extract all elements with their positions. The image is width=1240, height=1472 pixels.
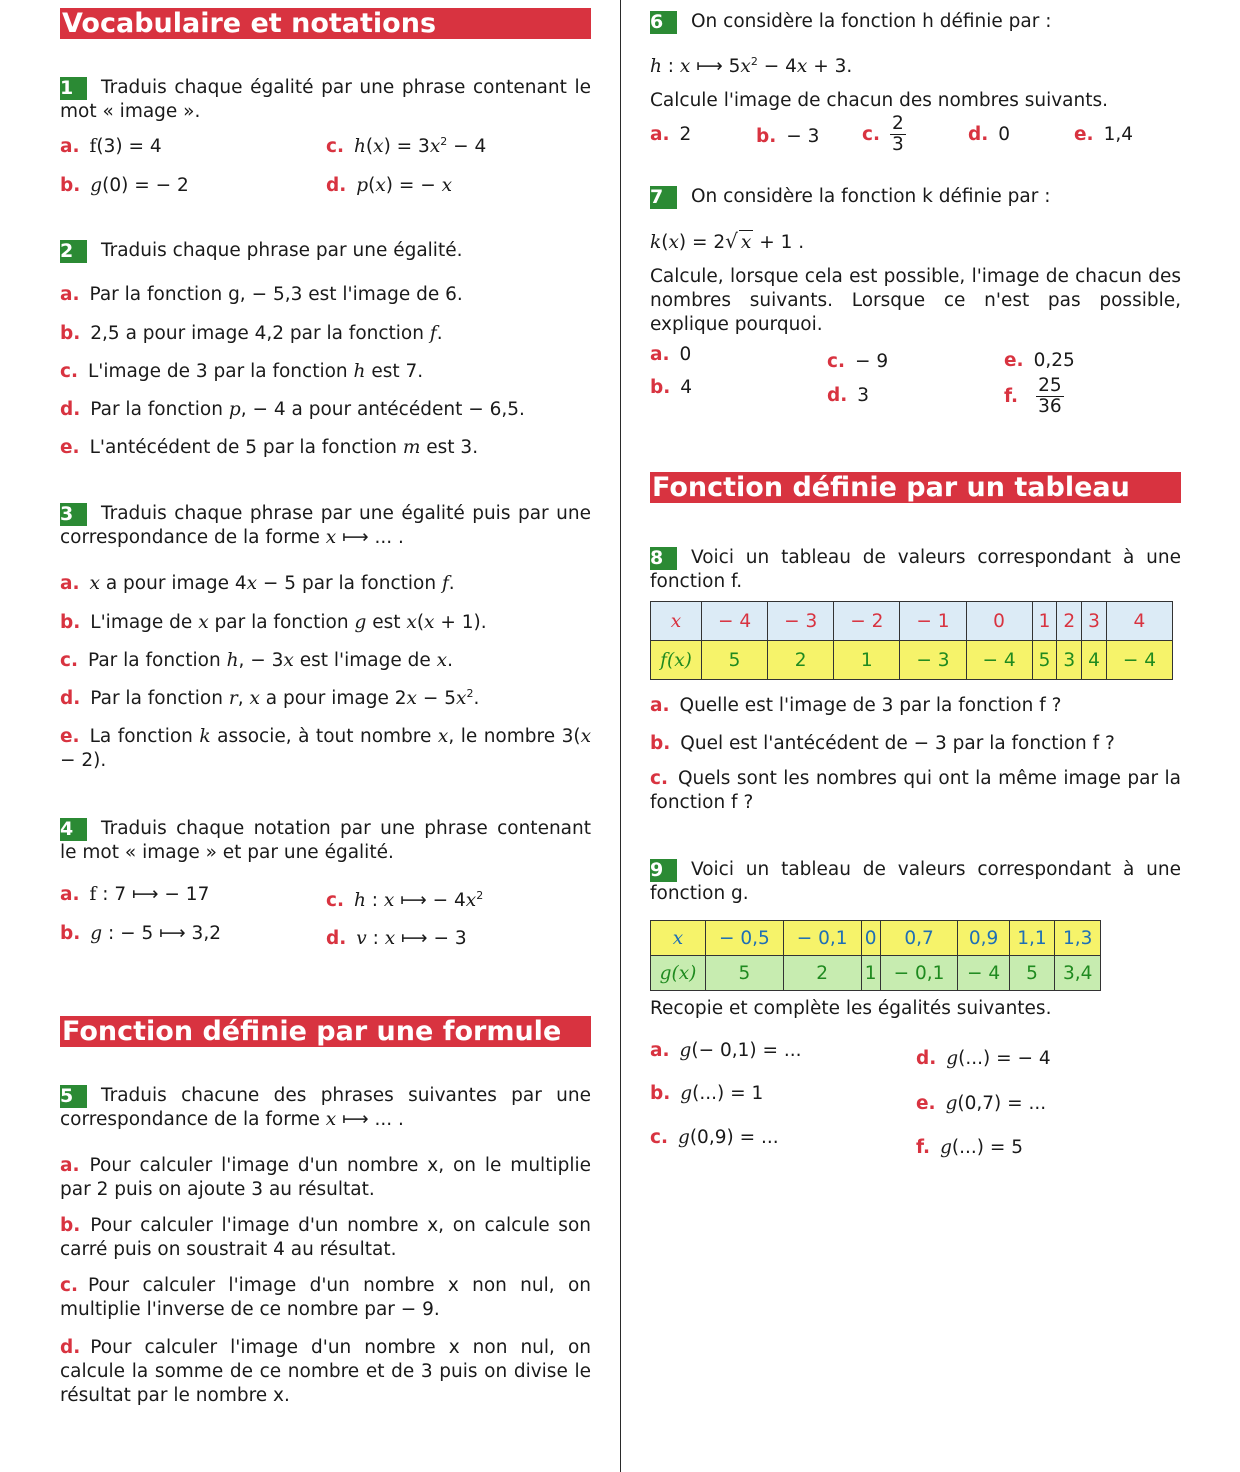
item-label: c. <box>60 361 78 382</box>
table-cell: 0 <box>861 921 880 956</box>
item-label: a. <box>650 1040 670 1061</box>
ex3-item-c: c. Par la fonction h, − 3x est l'image de x. <box>60 650 453 671</box>
item-value: 1,4 <box>1103 124 1133 145</box>
ex4-item-c: c. h : x ⟼ − $4x^2$ <box>326 889 484 911</box>
exercise-3-statement: 3 Traduis chaque phrase par une égalité puis par une correspondance de la forme x ⟼ ... . <box>60 503 591 548</box>
table-cell: 3,4 <box>1055 956 1101 991</box>
item-label: b. <box>60 175 81 196</box>
fraction <box>890 114 906 155</box>
table-cell: − 2 <box>834 602 900 641</box>
exercise-number: 2 <box>60 240 87 263</box>
ex4-item-b: b. g : − 5 ⟼ 3,2 <box>60 923 221 944</box>
item-label: c. <box>60 650 78 671</box>
item-label: e. <box>1074 124 1094 145</box>
ex6-item-d <box>968 123 1010 147</box>
item-text: Pour calculer l'image d'un nombre x, on calcule son carré puis on soustrait 4 au résultat. <box>60 1215 591 1260</box>
item-label: e. <box>916 1093 936 1114</box>
table-cell: 0,9 <box>958 921 1009 956</box>
table-cell: − 0,5 <box>706 921 784 956</box>
exercise-1-text: Traduis chaque égalité par une phrase contenant le mot « image ». <box>60 77 591 122</box>
ex8-question-b <box>650 732 1115 756</box>
table-cell: 1,1 <box>1009 921 1055 956</box>
table-row-gx <box>651 956 1101 991</box>
ex8-question-c <box>650 767 1181 815</box>
ex5-item-a <box>60 1154 591 1202</box>
table-cell: 1 <box>861 956 880 991</box>
exercise-8-text: Voici un tableau de valeurs correspondant à une fonction f. <box>650 547 1181 592</box>
item-label: b. <box>60 923 81 944</box>
ex2-item-a <box>60 283 463 307</box>
numerator: 25 <box>1038 375 1062 396</box>
ex6-function-definition: h : x ⟼ $5x^2 - 4x + 3$. <box>650 55 853 77</box>
ex5-item-d <box>60 1336 591 1408</box>
numerator: 2 <box>892 113 904 134</box>
table-cell: 2 <box>1057 602 1082 641</box>
math-var: f <box>429 323 437 344</box>
item-text: Pour calculer l'image d'un nombre x, on le multiplie par 2 puis on ajoute 3 au résultat. <box>60 1155 591 1200</box>
exercise-5-statement: 5 Traduis chacune des phrases suivantes par une correspondance de la forme x ⟼ ... . <box>60 1085 591 1130</box>
fraction <box>1036 376 1064 417</box>
item-label: c. <box>60 1275 78 1296</box>
item-label: c. <box>650 768 668 789</box>
item-text: est 7. <box>365 361 424 382</box>
table-cell: − 0,1 <box>880 956 958 991</box>
ex4-item-a: a. f : 7 ⟼ − 17 <box>60 884 210 905</box>
denominator: 36 <box>1038 396 1062 417</box>
table-header-x: x <box>651 921 706 956</box>
table-cell: − 4 <box>966 641 1032 680</box>
exercise-4-text: Traduis chaque notation par une phrase contenant le mot « image » et par une égalité. <box>60 818 591 863</box>
exercise-1-statement <box>60 76 591 124</box>
item-label: a. <box>650 124 670 145</box>
table-cell: − 3 <box>768 602 834 641</box>
item-label: d. <box>326 175 347 196</box>
item-expression: (...) = 1 <box>692 1083 764 1104</box>
question-text: Quels sont les nombres qui ont la même image par la fonction f ? <box>650 768 1181 813</box>
exercise-2-text: Traduis chaque phrase par une égalité. <box>101 240 463 261</box>
table-cell: 1 <box>1032 602 1057 641</box>
table-header-fx: f(x) <box>651 641 702 680</box>
table-row-x <box>651 921 1101 956</box>
item-label: e. <box>60 726 80 747</box>
ex9-instruction: Recopie et complète les égalités suivantes. <box>650 998 1052 1019</box>
item-text: Par la fonction g, − 5,3 est l'image de 6. <box>89 284 463 305</box>
item-label: f. <box>916 1137 931 1158</box>
math-var: m <box>402 437 421 458</box>
table-cell: 3 <box>1082 602 1107 641</box>
item-label: a. <box>60 1155 80 1176</box>
exercise-number: 7 <box>650 186 677 209</box>
table-cell: − 4 <box>702 602 768 641</box>
item-text: L'antécédent de 5 par la fonction <box>89 437 403 458</box>
table-cell: − 1 <box>900 602 966 641</box>
ex7-function-definition: k(x) = 2√ x + 1 . <box>650 229 805 253</box>
item-label: f. <box>1004 386 1019 407</box>
table-cell: − 4 <box>1106 641 1172 680</box>
item-label: b. <box>60 612 81 633</box>
ex7-item-e <box>1004 349 1075 373</box>
table-cell: 0,7 <box>880 921 958 956</box>
ex3-item-d: d. Par la fonction r, x a pour image $2x - 5x^2$. <box>60 687 480 709</box>
item-text: Par la fonction <box>90 399 229 420</box>
ex7-item-a <box>650 343 691 367</box>
table-row-fx <box>651 641 1173 680</box>
item-text: , − 4 a pour antécédent − 6,5. <box>240 399 525 420</box>
item-label: c. <box>862 124 880 145</box>
table-cell: 2 <box>783 956 861 991</box>
exercise-6-text: On considère la fonction h définie par : <box>691 11 1052 32</box>
ex1-item-a: a. f(3) = 4 <box>60 136 162 157</box>
section-heading-vocabulaire: Vocabulaire et notations <box>60 8 591 39</box>
ex9-item-c: c. g(0,9) = ... <box>650 1127 779 1148</box>
exercise-number: 5 <box>60 1085 87 1108</box>
item-label: a. <box>60 284 80 305</box>
ex3-item-a: a. x a pour image 4x − 5 par la fonction f. <box>60 573 455 594</box>
item-label: e. <box>60 437 80 458</box>
exercise-4-statement <box>60 817 591 865</box>
item-value: 3 <box>857 385 870 406</box>
item-label: a. <box>60 573 80 594</box>
table-row-x <box>651 602 1173 641</box>
ex6-item-c <box>862 114 906 155</box>
ex3-item-e: e. La fonction k associe, à tout nombre x, le nombre 3(x − 2). <box>60 726 592 771</box>
exercise-number: 1 <box>60 77 87 100</box>
item-value: − 9 <box>855 351 889 372</box>
math-var: h <box>353 361 366 382</box>
table-cell: − 3 <box>900 641 966 680</box>
item-label: d. <box>60 688 81 709</box>
item-value: 0 <box>679 344 692 365</box>
denominator: 3 <box>892 134 904 155</box>
item-expression: (− 0,1) = ... <box>691 1040 802 1061</box>
ex7-item-c <box>827 350 888 374</box>
table-cell: 5 <box>702 641 768 680</box>
exercise-number: 4 <box>60 818 87 841</box>
item-label: d. <box>968 124 989 145</box>
exercise-6-statement <box>650 10 1181 34</box>
ex9-item-a: a. g(− 0,1) = ... <box>650 1040 802 1061</box>
item-text: est 3. <box>420 437 479 458</box>
item-label: e. <box>1004 350 1024 371</box>
ex2-item-c <box>60 360 423 384</box>
item-label: a. <box>650 344 670 365</box>
ex6-item-a <box>650 123 691 147</box>
ex6-instruction: Calcule l'image de chacun des nombres suivants. <box>650 90 1109 111</box>
ex9-item-f: f. g(...) = 5 <box>916 1137 1024 1158</box>
item-text: L'image de 3 par la fonction <box>88 361 354 382</box>
exercise-8-statement <box>650 546 1181 594</box>
table-cell: 1,3 <box>1055 921 1101 956</box>
item-label: a. <box>60 136 80 157</box>
item-value: 4 <box>680 377 693 398</box>
section-heading-tableau: Fonction définie par un tableau <box>650 472 1181 503</box>
item-value: 2 <box>679 124 692 145</box>
item-label: b. <box>650 733 671 754</box>
item-value: 0 <box>998 124 1011 145</box>
item-expression: (0,7) = ... <box>957 1093 1047 1114</box>
values-table-g <box>650 920 1101 991</box>
ex2-item-e <box>60 436 478 460</box>
table-cell: 4 <box>1082 641 1107 680</box>
item-expression: (0,9) = ... <box>689 1127 779 1148</box>
exercise-number: 8 <box>650 547 677 570</box>
table-cell: − 4 <box>958 956 1009 991</box>
item-label: b. <box>650 377 671 398</box>
item-label: b. <box>650 1083 671 1104</box>
ex5-item-b <box>60 1214 591 1262</box>
item-value: 0,25 <box>1033 350 1075 371</box>
ex7-item-b <box>650 376 692 400</box>
item-text: Pour calculer l'image d'un nombre x non nul, on multiplie l'inverse de ce nombre par − 9. <box>60 1275 591 1320</box>
table-cell: 5 <box>1032 641 1057 680</box>
ex4-item-d: d. v : x ⟼ − 3 <box>326 928 467 949</box>
table-cell: 4 <box>1106 602 1172 641</box>
table-cell: 3 <box>1057 641 1082 680</box>
table-cell: 5 <box>706 956 784 991</box>
exercise-number: 6 <box>650 11 677 34</box>
ex1-item-c: c. $h(x) = 3x^2 - 4$ <box>326 135 487 157</box>
math-var: p <box>228 399 241 420</box>
exercise-9-statement <box>650 858 1181 906</box>
ex3-item-b: b. L'image de x par la fonction g est x(x + 1). <box>60 612 487 633</box>
values-table-f <box>650 601 1173 680</box>
exercise-5-text: Traduis chacune des phrases suivantes par une correspondance de la forme <box>60 1085 591 1130</box>
ex9-item-d: d. g(...) = − 4 <box>916 1048 1051 1069</box>
item-label: d. <box>60 399 81 420</box>
ex7-item-f <box>1004 376 1064 417</box>
table-header-x: x <box>651 602 702 641</box>
exercise-7-statement <box>650 185 1181 209</box>
question-text: Quelle est l'image de 3 par la fonction f ? <box>679 695 1062 716</box>
ex9-item-e: e. g(0,7) = ... <box>916 1093 1047 1114</box>
item-label: c. <box>827 351 845 372</box>
item-label: a. <box>650 695 670 716</box>
item-label: d. <box>60 1337 81 1358</box>
item-label: c. <box>326 890 344 911</box>
item-label: d. <box>326 928 347 949</box>
item-label: b. <box>756 126 777 147</box>
ex9-item-b: b. g(...) = 1 <box>650 1083 764 1104</box>
item-text: Pour calculer l'image d'un nombre x non nul, on calcule la somme de ce nombre et de 3 puis on divise le résultat par le nombre x. <box>60 1337 591 1406</box>
item-label: b. <box>60 1215 81 1236</box>
item-label: c. <box>650 1127 668 1148</box>
ex2-item-b <box>60 322 443 346</box>
item-label: a. <box>60 884 80 905</box>
exercise-3-text: Traduis chaque phrase par une égalité puis par une correspondance de la forme <box>60 503 591 548</box>
ex7-instruction: Calcule, lorsque cela est possible, l'image de chacun des nombres suivants. Lorsque ce n'est pas possible, explique pourquoi. <box>650 266 1181 335</box>
exercise-9-text: Voici un tableau de valeurs correspondant à une fonction g. <box>650 859 1181 904</box>
table-cell: 2 <box>768 641 834 680</box>
item-expression: (...) = 5 <box>951 1137 1024 1158</box>
table-cell: 0 <box>966 602 1032 641</box>
ex7-item-d <box>827 384 869 408</box>
item-label: d. <box>827 385 848 406</box>
item-label: d. <box>916 1048 937 1069</box>
question-text: Quel est l'antécédent de − 3 par la fonction f ? <box>680 733 1115 754</box>
ex6-item-b <box>756 125 819 149</box>
ex1-item-d: d. p(x) = − x <box>326 175 453 196</box>
exercise-number: 3 <box>60 503 87 526</box>
ex6-item-e <box>1074 123 1133 147</box>
table-cell: 1 <box>834 641 900 680</box>
table-cell: − 0,1 <box>783 921 861 956</box>
exercise-7-text: On considère la fonction k définie par : <box>691 186 1051 207</box>
item-label: b. <box>60 323 81 344</box>
ex8-question-a <box>650 694 1061 718</box>
item-label: c. <box>326 136 344 157</box>
ex1-item-b: b. g(0) = − 2 <box>60 175 189 196</box>
item-text: 2,5 a pour image 4,2 par la fonction <box>90 323 430 344</box>
item-value: − 3 <box>786 126 820 147</box>
ex5-item-c <box>60 1274 591 1322</box>
exercise-number: 9 <box>650 859 677 882</box>
column-divider <box>620 0 621 1472</box>
section-heading-formule: Fonction définie par une formule <box>60 1016 591 1047</box>
table-header-gx: g(x) <box>651 956 706 991</box>
ex2-item-d <box>60 398 525 422</box>
item-expression: (...) = − 4 <box>958 1048 1051 1069</box>
exercise-2-statement <box>60 239 591 263</box>
item-text: . <box>436 323 443 344</box>
table-cell: 5 <box>1009 956 1055 991</box>
